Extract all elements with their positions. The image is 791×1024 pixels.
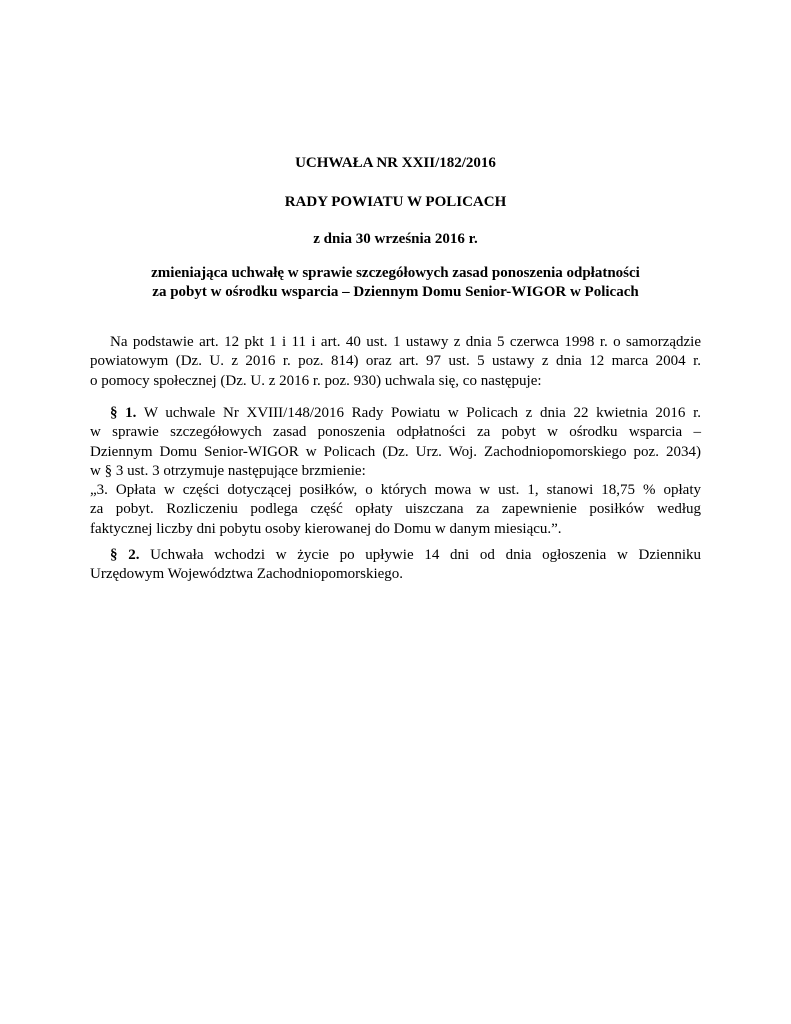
- section-2-paragraph: [90, 546, 701, 585]
- section-2-marker: § 2.: [110, 547, 140, 563]
- preamble-paragraph: [90, 333, 701, 391]
- section-1-quote-line: faktycznej liczby dni pobytu osoby kierowanej do Domu w danym miesiącu.”.: [90, 520, 562, 537]
- section-1-marker: § 1.: [110, 405, 137, 421]
- section-1-quote-line: za pobyt. Rozliczeniu podlega część opłaty uiszczana za zapewnienie posiłków według: [90, 501, 701, 518]
- section-1-line: w § 3 ust. 3 otrzymuje następujące brzmienie:: [90, 462, 366, 479]
- section-1-first-line-text: W uchwale Nr XVIII/148/2016 Rady Powiatu w Policach z dnia 22 kwietnia 2016 r.: [136, 405, 702, 421]
- preamble-line: powiatowym (Dz. U. z 2016 r. poz. 814) oraz art. 97 ust. 5 ustawy z dnia 12 marca 2004 r.: [90, 353, 701, 370]
- resolution-title: UCHWAŁA NR XXII/182/2016: [295, 155, 496, 171]
- section-1-line: Dziennym Domu Senior-WIGOR w Policach (Dz. Urz. Woj. Zachodniopomorskiego poz. 2034): [90, 443, 701, 460]
- section-2-line: Urzędowym Województwa Zachodniopomorskiego.: [90, 566, 404, 583]
- section-1-first-line: [90, 404, 701, 423]
- section-1-quote-line: „3. Opłata w części dotyczącej posiłków, o których mowa w ust. 1, stanowi 18,75 % opłaty: [90, 482, 701, 499]
- resolution-subject-line-1: zmieniająca uchwałę w sprawie szczegółowych zasad ponoszenia odpłatności: [151, 265, 640, 281]
- preamble-line: o pomocy społecznej (Dz. U. z 2016 r. poz. 930) uchwala się, co następuje:: [90, 372, 542, 389]
- section-2-first-line-text: Uchwała wchodzi w życie po upływie 14 dni od dnia ogłoszenia w Dzienniku: [139, 547, 702, 563]
- resolution-date: z dnia 30 września 2016 r.: [313, 231, 478, 247]
- section-1-line: w sprawie szczegółowych zasad ponoszenia odpłatności za pobyt w ośrodku wsparcia –: [90, 424, 701, 441]
- resolution-subject-line-2: za pobyt w ośrodku wsparcia – Dziennym Domu Senior-WIGOR w Policach: [152, 284, 639, 300]
- section-2-first-line: [90, 546, 701, 565]
- section-1-paragraph: [90, 404, 701, 539]
- resolution-issuer: RADY POWIATU W POLICACH: [284, 194, 507, 210]
- preamble-line: Na podstawie art. 12 pkt 1 i 11 i art. 40 ust. 1 ustawy z dnia 5 czerwca 1998 r. o samorządzie: [110, 334, 701, 350]
